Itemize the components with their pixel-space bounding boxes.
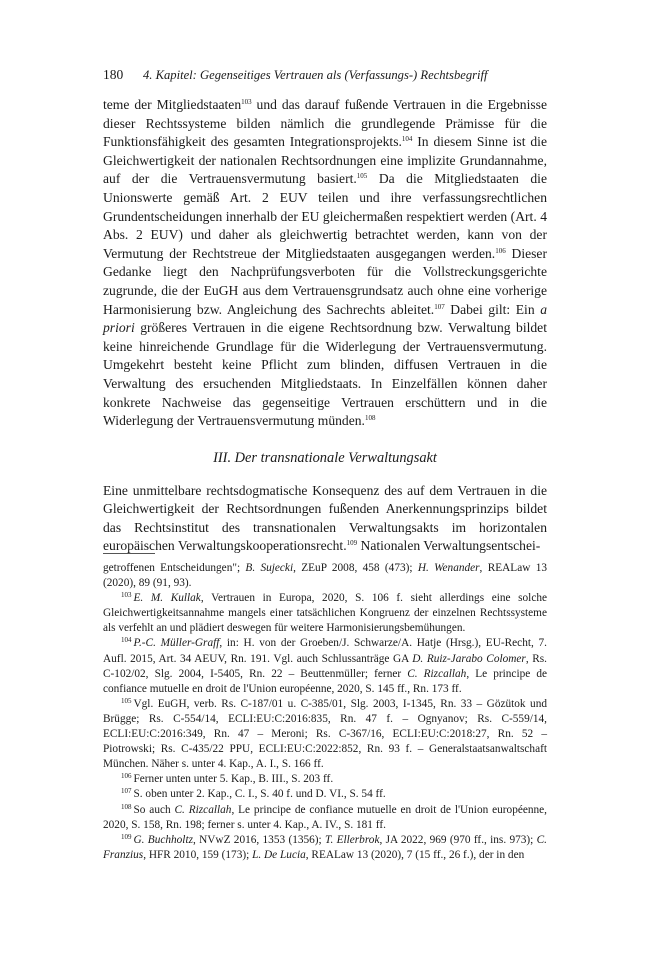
footnote-105 [103, 697, 547, 772]
author-name: H. Wenander [417, 562, 480, 574]
text-run: , Rs. C-102/02, Slg. 2004, I-5405, Rn. 22 – Beuttenmüller; ferner [103, 652, 547, 680]
text-run: Eine unmittelbare rechtsdogmatische Konsequenz des auf dem Vertrauen in die Gleichwertigkeit der Rechtsordnungen fußenden Anerkennungsprinzips bildet das Rechtsinstitut des transnationalen Verwaltungsakts im horizontalen europäischen Verwaltungskooperationsrecht. [103, 482, 547, 554]
footnote-ref[interactable]: 108 [364, 414, 376, 423]
paragraph [103, 96, 547, 431]
running-title: 4. Kapitel: Gegenseitiges Vertrauen als (Verfassungs-) Rechtsbegriff [143, 68, 488, 82]
footnote-number: 109 [121, 832, 132, 841]
footnote-number: 103 [121, 591, 132, 600]
page-number: 180 [103, 67, 124, 82]
text-run: , Le principe de confiance mutuelle en droit de l'Union européenne, 2020, S. 158, Rn. 198; ferner s. unter 4. Kap., A. IV., S. 181 ff. [103, 803, 548, 831]
text-run: Da die Mitgliedstaaten die Unionswerte gemäß Art. 2 EUV teilen und ihre verfassungsrechtlichen Grundentscheidungen innerhalb der EU gleichermaßen respektiert werden (Art. 4 Abs. 2 EUV) und daher als gleichwertig betrachtet werden, kann von der Vermutung der Rechtstreue der Mitgliedstaaten ausgegangen werden. [103, 171, 547, 261]
text-run: , REALaw 13 (2020), 7 (15 ff., 26 f.), der in den [305, 848, 525, 861]
page-header [103, 66, 547, 84]
footnote-number: 105 [121, 696, 132, 705]
footnote-ref[interactable]: 104 [401, 135, 413, 144]
author-name: G. Buchholtz [133, 833, 193, 846]
footnote-number: 106 [121, 772, 132, 781]
text-run: Dieser Gedanke liegt den Nachprüfungsverboten für die Vollstreckungsgerichte zugrunde, die der EuGH aus dem Vertrauensgrundsatz auch ohne eine vorherige Harmonisierung bzw. Angleichung des Sachrechts ableitet. [103, 245, 547, 317]
footnote-separator [103, 553, 155, 554]
text-run: , Vertrauen in Europa, 2020, S. 106 f. sieht allerdings eine solche Gleichwertigkeitsannahme mangels einer tatsächlichen Kongruenz der einzelnen Rechtssysteme als verfehlt an und plädiert deswegen für weitere Harmonisierungsbemühungen. [103, 592, 547, 635]
footnote-number: 107 [121, 787, 132, 796]
footnote-106 [103, 772, 547, 787]
text-run: , HFR 2010, 159 (173); [143, 848, 253, 861]
footnote-ref[interactable]: 106 [495, 246, 506, 255]
author-name: L. De Lucia [252, 848, 306, 861]
text-run: getroffenen Entscheidungen"; [103, 562, 246, 574]
text-run: In diesem Sinne ist die Gleichwertigkeit der nationalen Rechtsordnungen eine implizite Grundannahme, auf der die Vertrauensvermutung basiert. [103, 134, 547, 187]
footnote-107 [103, 787, 547, 802]
text-run: , Le principe de confiance mutuelle en droit de l'Union européenne, 2020, S. 145 ff., Rn. 173 ff. [103, 667, 547, 695]
footnote-number: 108 [121, 802, 132, 811]
footnote-number: 104 [121, 636, 132, 645]
text-run: größeres Vertrauen in die eigene Rechtsordnung bzw. Verwaltung bildet keine hinreichende Grundlage für die Widerlegung der Vertrauensvermutung. Umgekehrt besteht keine Pflicht zum blinden, diffusen Vertrauen in die Verwaltung des ersuchenden Mitgliedstaats. In Einzelfällen können daher konkrete Nachweise das gegenseitige Vertrauen erschüttern und in die Widerlegung der Vertrauensvermutung münden. [103, 320, 547, 429]
text-run: , REALaw 13 (2020), 89 (91, 93). [103, 562, 547, 590]
author-name: C. Rizcallah [174, 803, 232, 816]
text-run: teme der Mitgliedstaaten [103, 97, 242, 112]
footnote-109 [103, 833, 547, 863]
text-run: , JA 2022, 969 (970 ff., ins. 973); [379, 833, 537, 846]
footnote-ref[interactable]: 109 [346, 539, 358, 548]
text-run: Nationalen Verwaltungsentschei- [357, 538, 541, 554]
paragraph [103, 482, 547, 556]
text-run: Ferner unten unter 5. Kap., B. III., S. 203 ff. [133, 773, 334, 786]
author-name: C. Rizcallah [407, 667, 467, 680]
footnote-continuation [103, 561, 547, 591]
text-run: Dabei gilt: Ein [444, 301, 541, 317]
author-name: P.-C. Müller-Graff [133, 637, 220, 650]
text-run: Vgl. EuGH, verb. Rs. C-187/01 u. C-385/01, Slg. 2003, I-1345, Rn. 33 – Gözütok und Brügge; Rs. C-554/14, ECLI:EU:C:2016:835, Rn. 47 f. – Ognyanov; Rs. C-559/14, ECLI:EU:C:2016:349, Rn. 47 – Meroni; Rs. C-367/16, ECLI:EU:C:2018:27, Rn. 52 – Piotrowski; Rs. C-435/22 PPU, ECLI:EU:C:2022:852, Rn. 93 f. – Generalstaatsanwaltschaft München. Näher s. unter 4. Kap., A. I., S. 166 ff. [103, 697, 547, 771]
footnote-103 [103, 591, 547, 636]
footnotes [103, 561, 547, 863]
footnote-ref[interactable]: 105 [356, 172, 368, 181]
author-name: E. M. Kullak [133, 592, 201, 605]
emphasis: a priori [103, 301, 547, 336]
text-run: , in: H. von der Groeben/J. Schwarze/A. Hatje (Hrsg.), EU-Recht, 7. Aufl. 2015, Art. 34 AEUV, Rn. 191. Vgl. auch Schlussanträge GA [103, 637, 547, 665]
text-run: S. oben unter 2. Kap., C. I., S. 40 f. und D. VI., S. 54 ff. [133, 788, 386, 801]
footnote-108 [103, 803, 547, 833]
main-text [103, 96, 547, 556]
footnote-ref[interactable]: 103 [241, 98, 252, 106]
author-name: D. Ruiz-Jarabo Colomer [412, 652, 526, 665]
author-name: T. Ellerbrok [325, 833, 380, 846]
author-name: C. Franzius [103, 833, 547, 861]
footnote-ref[interactable]: 107 [434, 302, 445, 311]
footnote-104 [103, 636, 547, 696]
author-name: B. Sujecki [245, 562, 294, 574]
text-run: und das darauf fußende Vertrauen in die Ergebnisse dieser Rechtssysteme bilden nämlich die grundlegende Prämisse für die Funktionsfähigkeit des gesamten Integrationsprojekts. [103, 97, 547, 150]
section-heading: III. Der transnationale Verwaltungsakt [213, 449, 437, 466]
text-run: , ZEuP 2008, 458 (473); [293, 562, 418, 574]
text-run: , NVwZ 2016, 1353 (1356); [192, 833, 326, 846]
text-run: So auch [133, 803, 175, 816]
